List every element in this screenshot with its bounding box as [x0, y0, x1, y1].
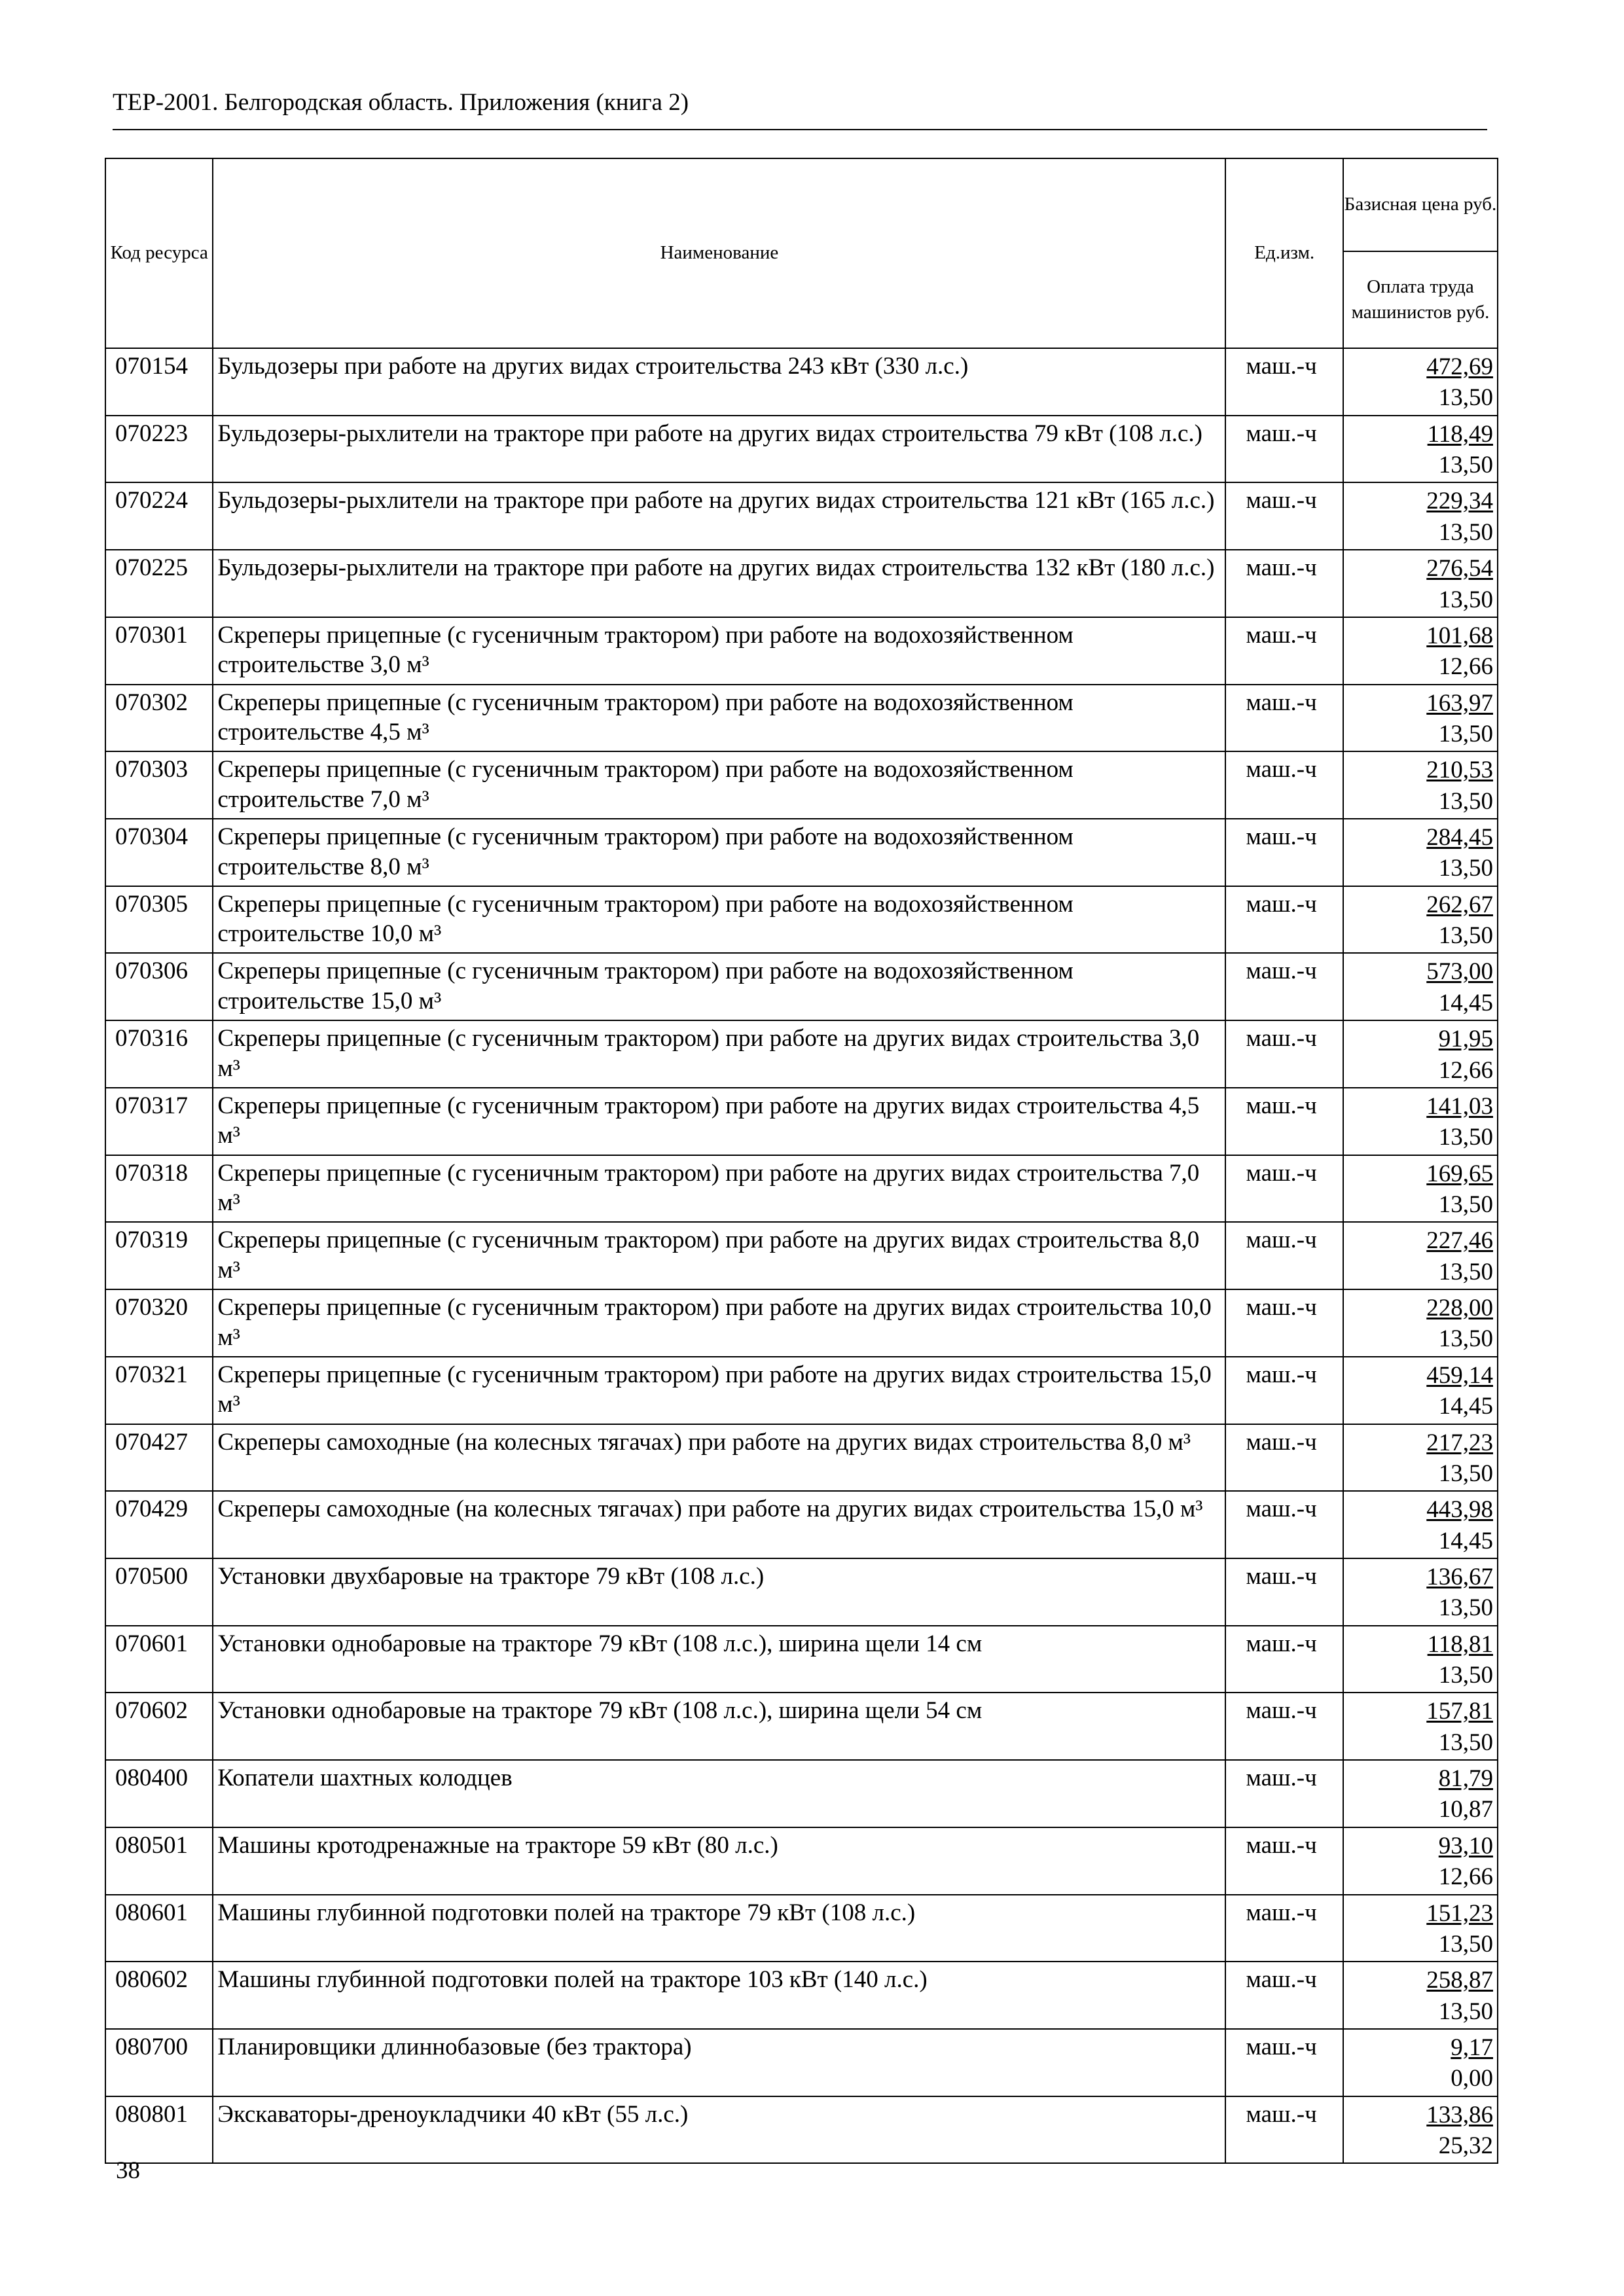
page-number: 38 — [116, 2157, 140, 2184]
labor-pay: 13,50 — [1438, 720, 1493, 747]
resource-name: Экскаваторы-дреноукладчики 40 кВт (55 л.с.) — [213, 2096, 1225, 2164]
resource-name: Скреперы прицепные (с гусеничным трактором) при работе на других видах строительства 4,5 м³ — [213, 1088, 1225, 1155]
col-header-name: Наименование — [213, 158, 1225, 348]
base-price: 284,45 — [1426, 824, 1493, 852]
table-row — [105, 2096, 1498, 2164]
price-cell — [1343, 1088, 1498, 1155]
resource-unit: маш.-ч — [1225, 2029, 1343, 2096]
resource-name: Бульдозеры-рыхлители на тракторе при работе на других видах строительства 121 кВт (165 л.с.) — [213, 482, 1225, 550]
base-price: 9,17 — [1451, 2034, 1493, 2061]
resource-name: Машины глубинной подготовки полей на тракторе 103 кВт (140 л.с.) — [213, 1962, 1225, 2029]
resource-unit: маш.-ч — [1225, 1424, 1343, 1492]
resource-unit: маш.-ч — [1225, 1357, 1343, 1424]
price-cell — [1343, 1357, 1498, 1424]
price-cell — [1343, 416, 1498, 483]
table-row — [105, 886, 1498, 954]
resource-name: Скреперы прицепные (с гусеничным трактором) при работе на водохозяйственном строительстве 15,0 м³ — [213, 953, 1225, 1020]
table-row — [105, 1760, 1498, 1827]
col-header-unit: Ед.изм. — [1225, 158, 1343, 348]
resource-unit: маш.-ч — [1225, 1491, 1343, 1558]
resource-name: Скреперы прицепные (с гусеничным трактором) при работе на других видах строительства 10,0 м³ — [213, 1289, 1225, 1357]
resource-code: 070318 — [105, 1155, 213, 1223]
labor-pay: 13,50 — [1438, 1729, 1493, 1756]
base-price: 101,68 — [1426, 622, 1493, 649]
price-cell — [1343, 1626, 1498, 1693]
resource-name: Скреперы прицепные (с гусеничным трактором) при работе на водохозяйственном строительстве 10,0 м³ — [213, 886, 1225, 954]
table-row — [105, 617, 1498, 685]
price-cell — [1343, 953, 1498, 1020]
resource-unit: маш.-ч — [1225, 550, 1343, 617]
resource-unit: маш.-ч — [1225, 751, 1343, 819]
base-price: 151,23 — [1426, 1899, 1493, 1927]
price-cell — [1343, 1558, 1498, 1626]
resource-unit: маш.-ч — [1225, 685, 1343, 752]
resource-name: Планировщики длиннобазовые (без трактора) — [213, 2029, 1225, 2096]
resource-code: 070602 — [105, 1693, 213, 1760]
labor-pay: 25,32 — [1438, 2132, 1493, 2160]
labor-pay: 10,87 — [1438, 1796, 1493, 1823]
resource-unit: маш.-ч — [1225, 482, 1343, 550]
labor-pay: 14,45 — [1438, 989, 1493, 1016]
resource-unit: маш.-ч — [1225, 1693, 1343, 1760]
price-cell — [1343, 2029, 1498, 2096]
labor-pay: 13,50 — [1438, 1325, 1493, 1353]
resource-code: 070154 — [105, 348, 213, 416]
resource-code: 080801 — [105, 2096, 213, 2164]
labor-pay: 13,50 — [1438, 1930, 1493, 1958]
price-cell — [1343, 1020, 1498, 1088]
labor-pay: 0,00 — [1451, 2065, 1493, 2092]
resource-code: 080400 — [105, 1760, 213, 1827]
resource-code: 070427 — [105, 1424, 213, 1492]
resource-unit: маш.-ч — [1225, 1088, 1343, 1155]
labor-pay: 12,66 — [1438, 653, 1493, 681]
base-price: 472,69 — [1426, 353, 1493, 380]
labor-pay: 13,50 — [1438, 1460, 1493, 1487]
table-row — [105, 348, 1498, 416]
price-cell — [1343, 1222, 1498, 1289]
table-row — [105, 751, 1498, 819]
table-body — [105, 348, 1498, 2163]
resource-unit: маш.-ч — [1225, 886, 1343, 954]
resource-unit: маш.-ч — [1225, 1760, 1343, 1827]
table-row — [105, 1827, 1498, 1895]
resource-name: Скреперы прицепные (с гусеничным трактором) при работе на водохозяйственном строительстве 4,5 м³ — [213, 685, 1225, 752]
base-price: 91,95 — [1438, 1026, 1493, 1053]
labor-pay: 12,66 — [1438, 1863, 1493, 1891]
base-price: 210,53 — [1426, 757, 1493, 784]
labor-pay: 13,50 — [1438, 452, 1493, 479]
resource-code: 070319 — [105, 1222, 213, 1289]
resource-name: Бульдозеры при работе на других видах строительства 243 кВт (330 л.с.) — [213, 348, 1225, 416]
table-head — [105, 158, 1498, 348]
resource-name: Бульдозеры-рыхлители на тракторе при работе на других видах строительства 79 кВт (108 л.с.) — [213, 416, 1225, 483]
resource-unit: маш.-ч — [1225, 2096, 1343, 2164]
price-cell — [1343, 482, 1498, 550]
labor-pay: 13,50 — [1438, 787, 1493, 815]
resource-code: 070303 — [105, 751, 213, 819]
table-row — [105, 1424, 1498, 1492]
table-row — [105, 1088, 1498, 1155]
resource-unit: маш.-ч — [1225, 1289, 1343, 1357]
resource-name: Скреперы прицепные (с гусеничным трактором) при работе на водохозяйственном строительстве 3,0 м³ — [213, 617, 1225, 685]
base-price: 262,67 — [1426, 891, 1493, 918]
resource-code: 080601 — [105, 1895, 213, 1962]
resource-unit: маш.-ч — [1225, 416, 1343, 483]
resource-name: Скреперы прицепные (с гусеничным трактором) при работе на других видах строительства 7,0 м³ — [213, 1155, 1225, 1223]
base-price: 276,54 — [1426, 555, 1493, 583]
table-row — [105, 482, 1498, 550]
price-cell — [1343, 2096, 1498, 2164]
resource-code: 070225 — [105, 550, 213, 617]
price-cell — [1343, 1962, 1498, 2029]
resource-code: 070302 — [105, 685, 213, 752]
col-header-base-price: Базисная цена руб. — [1343, 158, 1498, 251]
table-row — [105, 685, 1498, 752]
resource-code: 070500 — [105, 1558, 213, 1626]
resource-name: Установки однобаровые на тракторе 79 кВт (108 л.с.), ширина щели 54 см — [213, 1693, 1225, 1760]
base-price: 141,03 — [1426, 1092, 1493, 1120]
table-row — [105, 1289, 1498, 1357]
resource-unit: маш.-ч — [1225, 953, 1343, 1020]
resource-name: Скреперы самоходные (на колесных тягачах) при работе на других видах строительства 8,0 м³ — [213, 1424, 1225, 1492]
labor-pay: 13,50 — [1438, 1662, 1493, 1689]
resource-name: Бульдозеры-рыхлители на тракторе при работе на других видах строительства 132 кВт (180 л.с.) — [213, 550, 1225, 617]
base-price: 169,65 — [1426, 1160, 1493, 1187]
price-cell — [1343, 1693, 1498, 1760]
price-cell — [1343, 1760, 1498, 1827]
table-row — [105, 1693, 1498, 1760]
base-price: 258,87 — [1426, 1967, 1493, 1994]
resource-name: Копатели шахтных колодцев — [213, 1760, 1225, 1827]
base-price: 229,34 — [1426, 488, 1493, 515]
base-price: 81,79 — [1438, 1765, 1493, 1793]
resource-unit: маш.-ч — [1225, 1558, 1343, 1626]
resource-code: 070601 — [105, 1626, 213, 1693]
resource-unit: маш.-ч — [1225, 819, 1343, 886]
labor-pay: 13,50 — [1438, 855, 1493, 882]
price-cell — [1343, 1895, 1498, 1962]
table-row — [105, 550, 1498, 617]
table-row — [105, 819, 1498, 886]
resource-unit: маш.-ч — [1225, 1626, 1343, 1693]
resource-unit: маш.-ч — [1225, 348, 1343, 416]
base-price: 443,98 — [1426, 1496, 1493, 1524]
price-cell — [1343, 348, 1498, 416]
table-row — [105, 1558, 1498, 1626]
resource-unit: маш.-ч — [1225, 1827, 1343, 1895]
base-price: 459,14 — [1426, 1361, 1493, 1389]
resource-code: 080700 — [105, 2029, 213, 2096]
resource-code: 070317 — [105, 1088, 213, 1155]
resource-name: Машины глубинной подготовки полей на тракторе 79 кВт (108 л.с.) — [213, 1895, 1225, 1962]
resource-code: 070224 — [105, 482, 213, 550]
resource-code: 070223 — [105, 416, 213, 483]
resource-code: 070429 — [105, 1491, 213, 1558]
resource-name: Скреперы прицепные (с гусеничным трактором) при работе на других видах строительства 8,0 м³ — [213, 1222, 1225, 1289]
labor-pay: 13,50 — [1438, 586, 1493, 613]
price-cell — [1343, 617, 1498, 685]
base-price: 118,49 — [1427, 420, 1493, 448]
resource-name: Скреперы прицепные (с гусеничным трактором) при работе на других видах строительства 3,0 м³ — [213, 1020, 1225, 1088]
price-cell — [1343, 751, 1498, 819]
table-row — [105, 1962, 1498, 2029]
base-price: 118,81 — [1427, 1630, 1493, 1658]
base-price: 133,86 — [1426, 2101, 1493, 2128]
col-header-labor-pay: Оплата труда машинистов руб. — [1343, 251, 1498, 348]
resource-unit: маш.-ч — [1225, 617, 1343, 685]
labor-pay: 14,45 — [1438, 1393, 1493, 1420]
resource-unit: маш.-ч — [1225, 1895, 1343, 1962]
page-header: ТЕР-2001. Белгородская область. Приложения (книга 2) — [113, 89, 689, 116]
resource-code: 080602 — [105, 1962, 213, 2029]
labor-pay: 13,50 — [1438, 1258, 1493, 1285]
labor-pay: 13,50 — [1438, 1124, 1493, 1151]
resource-code: 070304 — [105, 819, 213, 886]
table-row — [105, 1626, 1498, 1693]
base-price: 228,00 — [1426, 1295, 1493, 1322]
resource-code: 080501 — [105, 1827, 213, 1895]
labor-pay: 13,50 — [1438, 384, 1493, 412]
price-cell — [1343, 886, 1498, 954]
price-cell — [1343, 550, 1498, 617]
price-cell — [1343, 1155, 1498, 1223]
price-cell — [1343, 819, 1498, 886]
col-header-code: Код ресурса — [105, 158, 213, 348]
resource-code: 070306 — [105, 953, 213, 1020]
resource-code: 070316 — [105, 1020, 213, 1088]
table-row — [105, 1155, 1498, 1223]
labor-pay: 13,50 — [1438, 1998, 1493, 2025]
resource-unit: маш.-ч — [1225, 1155, 1343, 1223]
resource-unit: маш.-ч — [1225, 1222, 1343, 1289]
table-row — [105, 1491, 1498, 1558]
base-price: 573,00 — [1426, 958, 1493, 986]
table-row — [105, 1357, 1498, 1424]
resource-name: Скреперы прицепные (с гусеничным трактором) при работе на других видах строительства 15,0 м³ — [213, 1357, 1225, 1424]
labor-pay: 12,66 — [1438, 1056, 1493, 1084]
base-price: 136,67 — [1426, 1563, 1493, 1590]
header-rule — [113, 129, 1487, 130]
base-price: 157,81 — [1426, 1698, 1493, 1725]
labor-pay: 13,50 — [1438, 518, 1493, 546]
base-price: 217,23 — [1426, 1429, 1493, 1456]
resource-name: Установки однобаровые на тракторе 79 кВт (108 л.с.), ширина щели 14 см — [213, 1626, 1225, 1693]
resource-table — [105, 158, 1498, 2164]
table-row — [105, 1222, 1498, 1289]
labor-pay: 14,45 — [1438, 1527, 1493, 1554]
resource-name: Скреперы прицепные (с гусеничным трактором) при работе на водохозяйственном строительстве 7,0 м³ — [213, 751, 1225, 819]
resource-name: Машины кротодренажные на тракторе 59 кВт (80 л.с.) — [213, 1827, 1225, 1895]
resource-code: 070321 — [105, 1357, 213, 1424]
labor-pay: 13,50 — [1438, 1191, 1493, 1218]
base-price: 93,10 — [1438, 1832, 1493, 1859]
table-row — [105, 416, 1498, 483]
price-cell — [1343, 1289, 1498, 1357]
base-price: 163,97 — [1426, 689, 1493, 717]
base-price: 227,46 — [1426, 1227, 1493, 1255]
resource-name: Скреперы самоходные (на колесных тягачах) при работе на других видах строительства 15,0 м³ — [213, 1491, 1225, 1558]
table-row — [105, 953, 1498, 1020]
resource-name: Установки двухбаровые на тракторе 79 кВт (108 л.с.) — [213, 1558, 1225, 1626]
price-cell — [1343, 1827, 1498, 1895]
table-row — [105, 1020, 1498, 1088]
resource-code: 070305 — [105, 886, 213, 954]
resource-code: 070320 — [105, 1289, 213, 1357]
resource-unit: маш.-ч — [1225, 1962, 1343, 2029]
table-row — [105, 1895, 1498, 1962]
labor-pay: 13,50 — [1438, 922, 1493, 950]
price-cell — [1343, 1424, 1498, 1492]
resource-name: Скреперы прицепные (с гусеничным трактором) при работе на водохозяйственном строительстве 8,0 м³ — [213, 819, 1225, 886]
table-row — [105, 2029, 1498, 2096]
resource-code: 070301 — [105, 617, 213, 685]
price-cell — [1343, 685, 1498, 752]
labor-pay: 13,50 — [1438, 1594, 1493, 1622]
price-cell — [1343, 1491, 1498, 1558]
resource-unit: маш.-ч — [1225, 1020, 1343, 1088]
